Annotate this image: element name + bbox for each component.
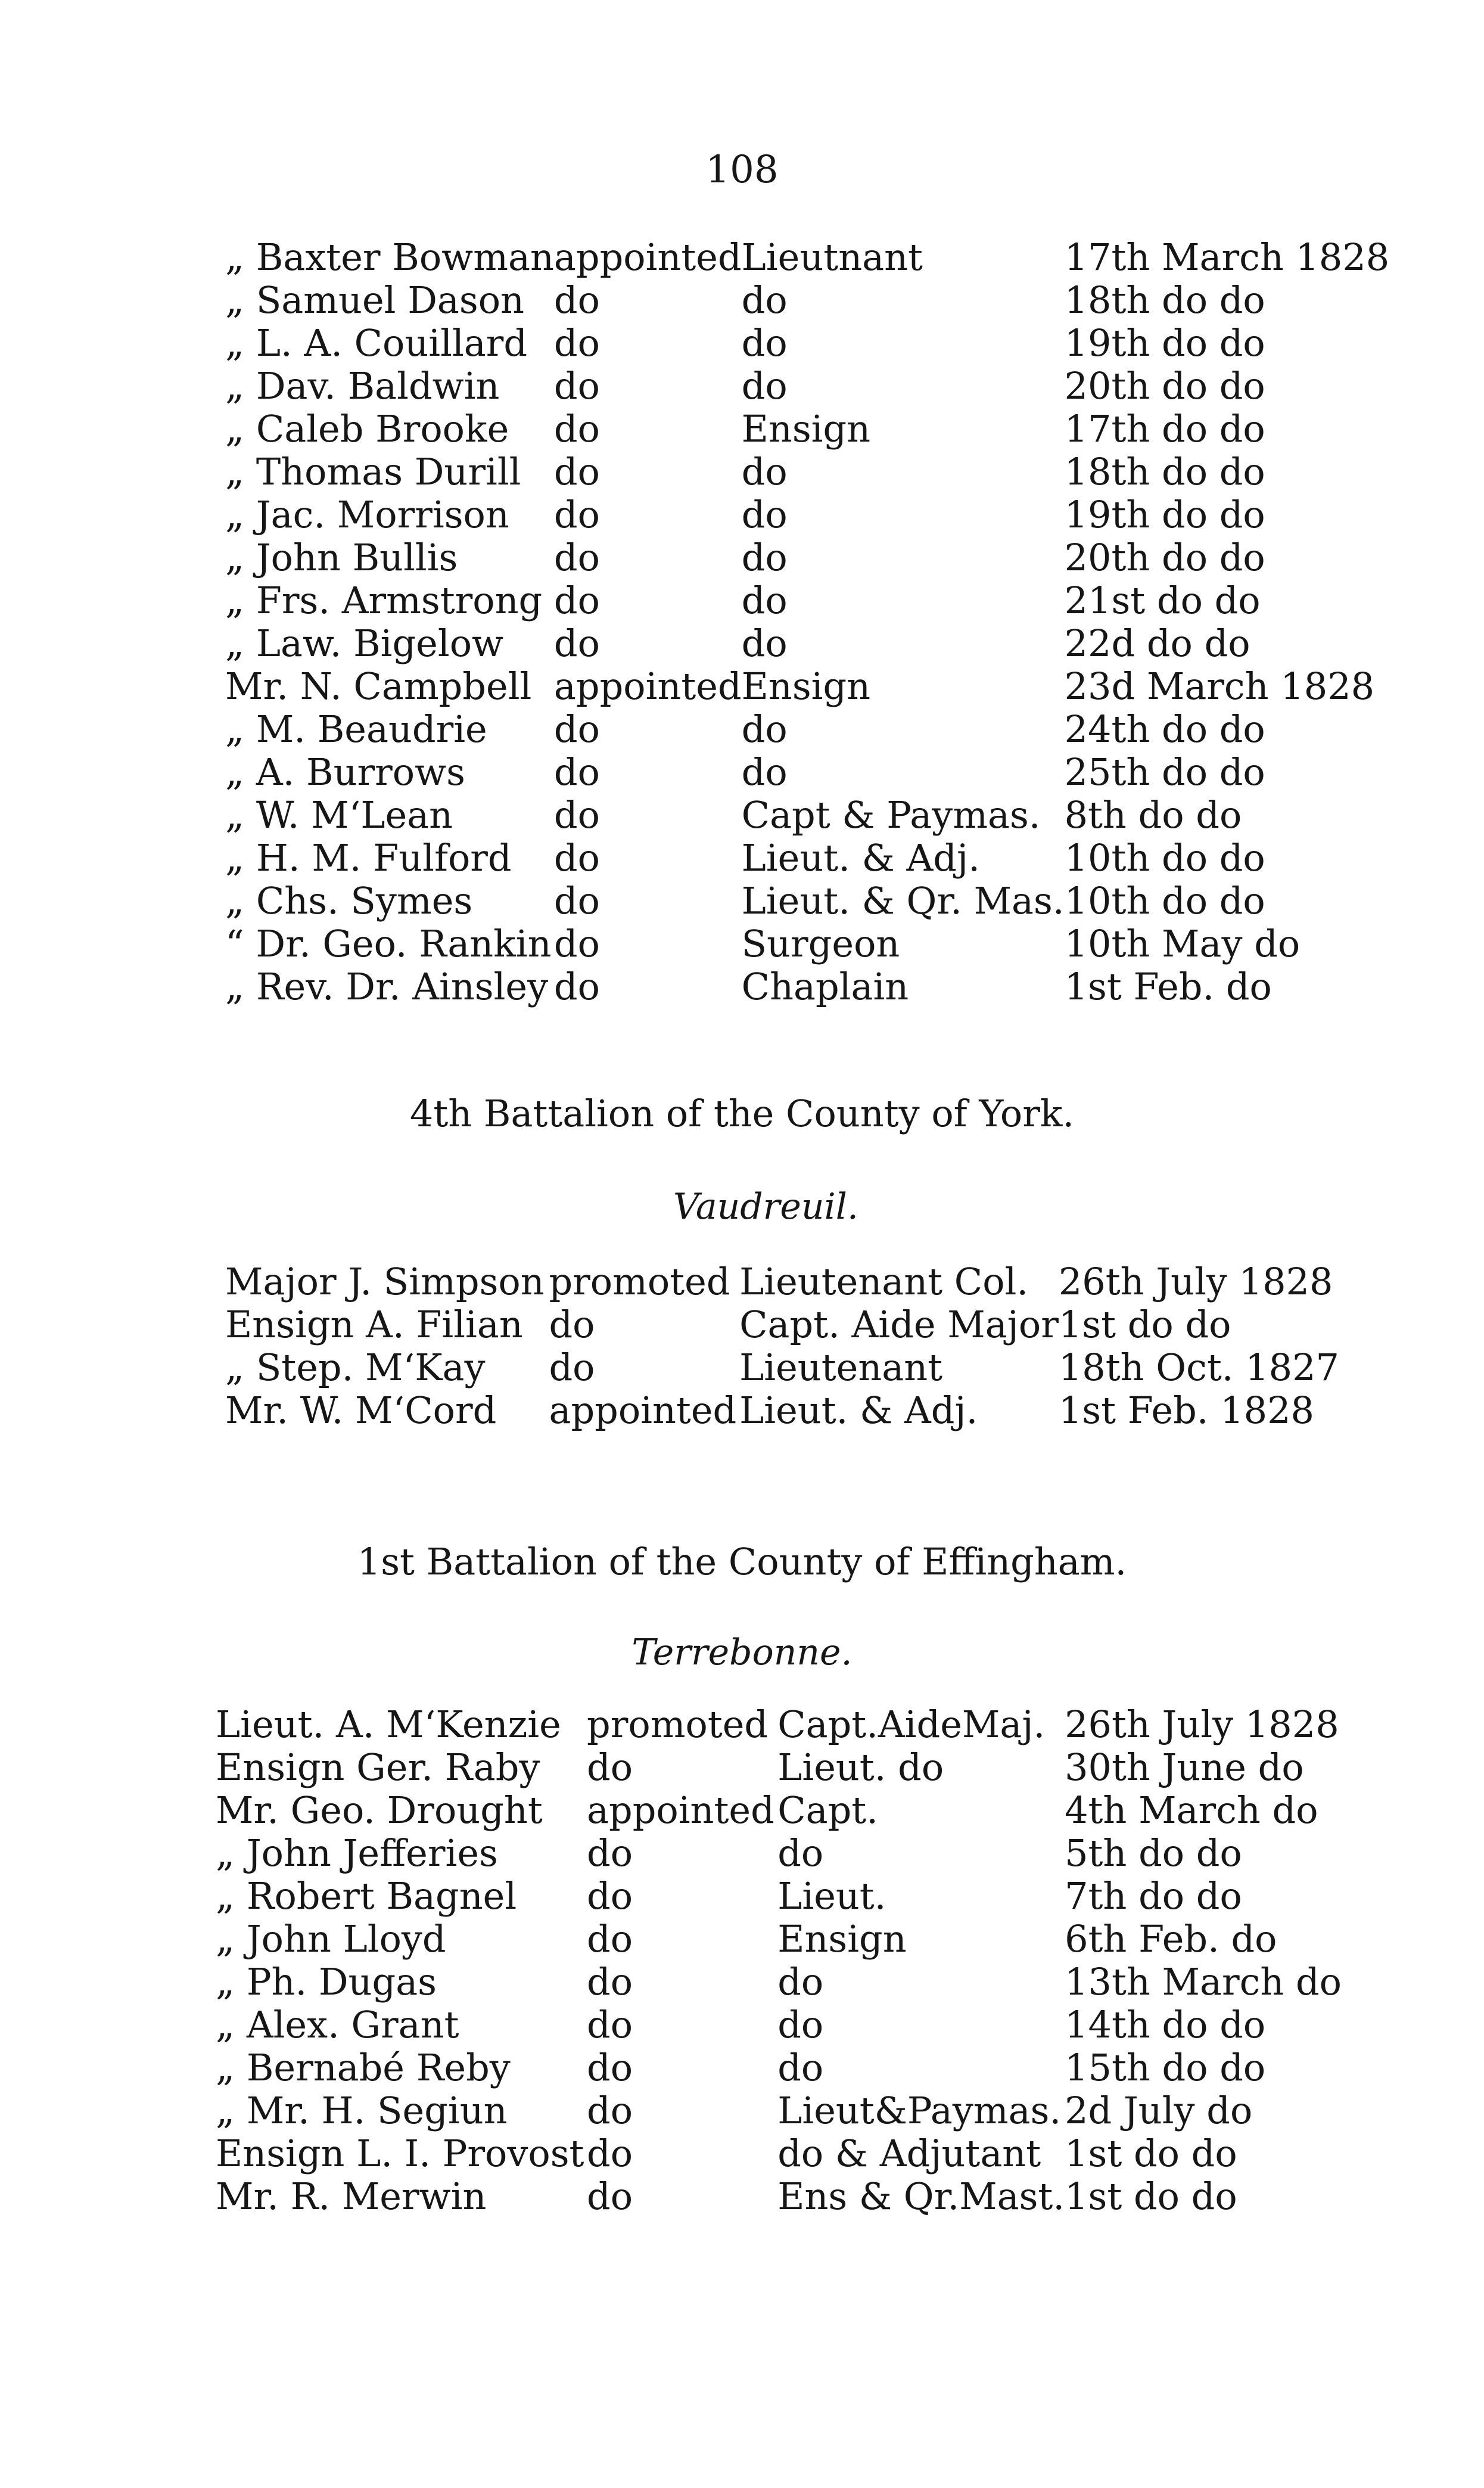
date-cell: 24th do do <box>1064 707 1265 751</box>
rank-cell: do <box>741 750 788 794</box>
action-cell: appointed <box>549 1389 737 1432</box>
table-row <box>216 2004 1342 2046</box>
action-cell: do <box>553 750 600 794</box>
table-row <box>216 2089 1342 2132</box>
table-row <box>225 493 1389 536</box>
action-cell: promoted <box>549 1260 730 1303</box>
officer-name-cell: Ensign A. Filian <box>225 1303 523 1346</box>
date-cell: 1st Feb. do <box>1064 965 1272 1008</box>
roster-table-1-body <box>225 236 1389 1008</box>
action-cell: do <box>553 579 600 622</box>
table-row <box>225 579 1389 622</box>
roster-table-2-body <box>225 1260 1339 1432</box>
rank-cell: Ensign <box>777 1917 907 1961</box>
table-row <box>216 1918 1342 1961</box>
table-row <box>225 622 1389 665</box>
officer-name-cell: „ Chs. Symes <box>225 879 473 922</box>
officer-name-cell: „ L. A. Couillard <box>225 321 528 365</box>
rank-cell: Lieut. do <box>777 1745 944 1789</box>
rank-cell: do <box>741 536 788 579</box>
table-row <box>225 1260 1339 1303</box>
action-cell: appointed <box>587 1788 774 1832</box>
table-row <box>216 1746 1342 1789</box>
action-cell: do <box>553 836 600 880</box>
rank-cell: do <box>741 707 788 751</box>
date-cell: 30th June do <box>1065 1745 1304 1789</box>
table-row <box>225 1346 1339 1389</box>
action-cell: appointed <box>553 235 742 279</box>
officer-name-cell: „ Thomas Durill <box>225 450 521 493</box>
table-row <box>225 751 1389 794</box>
table-row <box>225 922 1389 965</box>
rank-cell: do & Adjutant <box>777 2132 1041 2175</box>
rank-cell: do <box>741 622 788 665</box>
officer-name-cell: Mr. Geo. Drought <box>216 1788 543 1832</box>
rank-cell: Capt & Paymas. <box>741 793 1041 837</box>
action-cell: do <box>553 364 600 408</box>
officer-name-cell: „ Mr. H. Segiun <box>216 2089 508 2132</box>
rank-cell: do <box>777 1960 824 2004</box>
officer-name-cell: „ Bernabé Reby <box>216 2046 511 2089</box>
date-cell: 8th do do <box>1064 793 1242 837</box>
rank-cell: Ensign <box>741 664 871 708</box>
officer-name-cell: “ Dr. Geo. Rankin <box>225 922 552 965</box>
table-row <box>225 665 1389 708</box>
officer-name-cell: „ Step. M‘Kay <box>225 1346 486 1389</box>
date-cell: 14th do do <box>1065 2003 1266 2046</box>
action-cell: do <box>587 1831 633 1875</box>
rank-cell: Capt.AideMaj. <box>777 1703 1046 1746</box>
officer-name-cell: „ H. M. Fulford <box>225 836 512 880</box>
table-row <box>225 1303 1339 1346</box>
date-cell: 22d do do <box>1064 622 1250 665</box>
action-cell: do <box>587 2003 633 2046</box>
date-cell: 25th do do <box>1064 750 1265 794</box>
date-cell: 1st do do <box>1058 1303 1231 1346</box>
section-heading-york: 4th Battalion of the County of York. <box>409 1092 1075 1135</box>
officer-name-cell: „ Frs. Armstrong <box>225 579 543 622</box>
table-row <box>225 236 1389 279</box>
place-name-terrebonne: Terrebonne. <box>631 1632 853 1673</box>
action-cell: do <box>553 707 600 751</box>
rank-cell: Lieutenant Col. <box>739 1260 1029 1303</box>
action-cell: do <box>587 1917 633 1961</box>
officer-name-cell: „ Jac. Morrison <box>225 493 509 536</box>
table-row <box>225 408 1389 451</box>
table-row <box>216 2046 1342 2089</box>
rank-cell: do <box>741 579 788 622</box>
officer-name-cell: „ Dav. Baldwin <box>225 364 500 408</box>
table-row <box>225 708 1389 751</box>
table-row <box>225 279 1389 322</box>
action-cell: do <box>587 2046 633 2089</box>
rank-cell: Lieut. & Adj. <box>739 1389 978 1432</box>
table-row <box>216 1703 1342 1746</box>
date-cell: 1st do do <box>1065 2132 1237 2175</box>
officer-name-cell: „ Alex. Grant <box>216 2003 459 2046</box>
table-row <box>216 1961 1342 2004</box>
officer-name-cell: Major J. Simpson <box>225 1260 545 1303</box>
rank-cell: Lieutnant <box>741 235 923 279</box>
rank-cell: Capt. Aide Major <box>739 1303 1059 1346</box>
officer-name-cell: Lieut. A. M‘Kenzie <box>216 1703 561 1746</box>
table-row <box>225 837 1389 880</box>
rank-cell: do <box>777 1831 824 1875</box>
rank-cell: do <box>741 278 788 322</box>
action-cell: do <box>587 2175 633 2218</box>
rank-cell: do <box>741 493 788 536</box>
action-cell: do <box>553 278 600 322</box>
date-cell: 5th do do <box>1065 1831 1242 1875</box>
officer-name-cell: „ Rev. Dr. Ainsley <box>225 965 549 1008</box>
date-cell: 10th do do <box>1064 879 1265 922</box>
officer-name-cell: „ Baxter Bowman <box>225 235 554 279</box>
table-row <box>216 2175 1342 2218</box>
rank-cell: Capt. <box>777 1788 878 1832</box>
officer-name-cell: Mr. R. Merwin <box>216 2175 487 2218</box>
action-cell: do <box>553 321 600 365</box>
date-cell: 17th do do <box>1064 407 1265 451</box>
officer-name-cell: „ A. Burrows <box>225 750 465 794</box>
date-cell: 18th do do <box>1064 278 1265 322</box>
date-cell: 20th do do <box>1064 536 1265 579</box>
date-cell: 7th do do <box>1065 1874 1242 1918</box>
officer-name-cell: Ensign Ger. Raby <box>216 1745 540 1789</box>
rank-cell: Lieutenant <box>739 1346 943 1389</box>
table-row <box>225 322 1389 365</box>
action-cell: do <box>553 407 600 451</box>
date-cell: 19th do do <box>1064 493 1265 536</box>
roster-table-2 <box>225 1260 1339 1432</box>
table-row <box>225 965 1389 1008</box>
table-row <box>216 1875 1342 1918</box>
table-row <box>216 1832 1342 1875</box>
date-cell: 1st Feb. 1828 <box>1058 1389 1314 1432</box>
rank-cell: Ens & Qr.Mast. <box>777 2175 1065 2218</box>
rank-cell: Lieut. <box>777 1874 886 1918</box>
date-cell: 6th Feb. do <box>1065 1917 1277 1961</box>
rank-cell: Surgeon <box>741 922 900 965</box>
action-cell: do <box>553 622 600 665</box>
table-row <box>225 451 1389 493</box>
action-cell: appointed <box>553 664 742 708</box>
table-row <box>216 2132 1342 2175</box>
action-cell: do <box>553 965 600 1008</box>
date-cell: 20th do do <box>1064 364 1265 408</box>
officer-name-cell: Ensign L. I. Provost <box>216 2132 584 2175</box>
page-number: 108 <box>705 148 779 192</box>
officer-name-cell: „ W. M‘Lean <box>225 793 453 837</box>
action-cell: do <box>587 2089 633 2132</box>
date-cell: 26th July 1828 <box>1058 1260 1333 1303</box>
table-row <box>225 365 1389 408</box>
action-cell: do <box>553 493 600 536</box>
section-heading-effingham: 1st Battalion of the County of Effingham. <box>357 1540 1127 1583</box>
action-cell: do <box>553 879 600 922</box>
action-cell: do <box>587 1745 633 1789</box>
rank-cell: Lieut. & Adj. <box>741 836 980 880</box>
officer-name-cell: „ Robert Bagnel <box>216 1874 517 1918</box>
date-cell: 18th Oct. 1827 <box>1058 1346 1339 1389</box>
place-name-vaudreuil: Vaudreuil. <box>673 1186 858 1228</box>
rank-cell: do <box>741 450 788 493</box>
officer-name-cell: Mr. N. Campbell <box>225 664 532 708</box>
action-cell: do <box>553 922 600 965</box>
date-cell: 2d July do <box>1065 2089 1253 2132</box>
table-row <box>225 880 1389 922</box>
rank-cell: Ensign <box>741 407 871 451</box>
date-cell: 26th July 1828 <box>1065 1703 1339 1746</box>
officer-name-cell: Mr. W. M‘Cord <box>225 1389 497 1432</box>
rank-cell: Chaplain <box>741 965 909 1008</box>
officer-name-cell: „ John Lloyd <box>216 1917 446 1961</box>
roster-table-3 <box>216 1703 1342 2218</box>
officer-name-cell: „ John Jefferies <box>216 1831 498 1875</box>
table-row <box>216 1789 1342 1832</box>
rank-cell: Lieut&Paymas. <box>777 2089 1062 2132</box>
date-cell: 10th do do <box>1064 836 1265 880</box>
action-cell: do <box>549 1346 595 1389</box>
date-cell: 10th May do <box>1064 922 1301 965</box>
officer-name-cell: „ M. Beaudrie <box>225 707 487 751</box>
action-cell: do <box>587 2132 633 2175</box>
table-row <box>225 536 1389 579</box>
rank-cell: do <box>777 2003 824 2046</box>
action-cell: promoted <box>587 1703 769 1746</box>
date-cell: 13th March do <box>1065 1960 1342 2004</box>
action-cell: do <box>553 793 600 837</box>
action-cell: do <box>549 1303 595 1346</box>
action-cell: do <box>587 1960 633 2004</box>
officer-name-cell: „ Caleb Brooke <box>225 407 509 451</box>
date-cell: 4th March do <box>1065 1788 1318 1832</box>
date-cell: 18th do do <box>1064 450 1265 493</box>
date-cell: 19th do do <box>1064 321 1265 365</box>
roster-table-1 <box>225 236 1389 1008</box>
table-row <box>225 794 1389 837</box>
date-cell: 15th do do <box>1065 2046 1266 2089</box>
rank-cell: do <box>741 364 788 408</box>
table-row <box>225 1389 1339 1432</box>
action-cell: do <box>587 1874 633 1918</box>
rank-cell: Lieut. & Qr. Mas. <box>741 879 1065 922</box>
action-cell: do <box>553 450 600 493</box>
rank-cell: do <box>777 2046 824 2089</box>
rank-cell: do <box>741 321 788 365</box>
officer-name-cell: „ Law. Bigelow <box>225 622 504 665</box>
officer-name-cell: „ John Bullis <box>225 536 458 579</box>
officer-name-cell: „ Samuel Dason <box>225 278 524 322</box>
officer-name-cell: „ Ph. Dugas <box>216 1960 437 2004</box>
date-cell: 23d March 1828 <box>1064 664 1375 708</box>
date-cell: 17th March 1828 <box>1064 235 1390 279</box>
date-cell: 1st do do <box>1065 2175 1237 2218</box>
action-cell: do <box>553 536 600 579</box>
roster-table-3-body <box>216 1703 1342 2218</box>
date-cell: 21st do do <box>1064 579 1261 622</box>
